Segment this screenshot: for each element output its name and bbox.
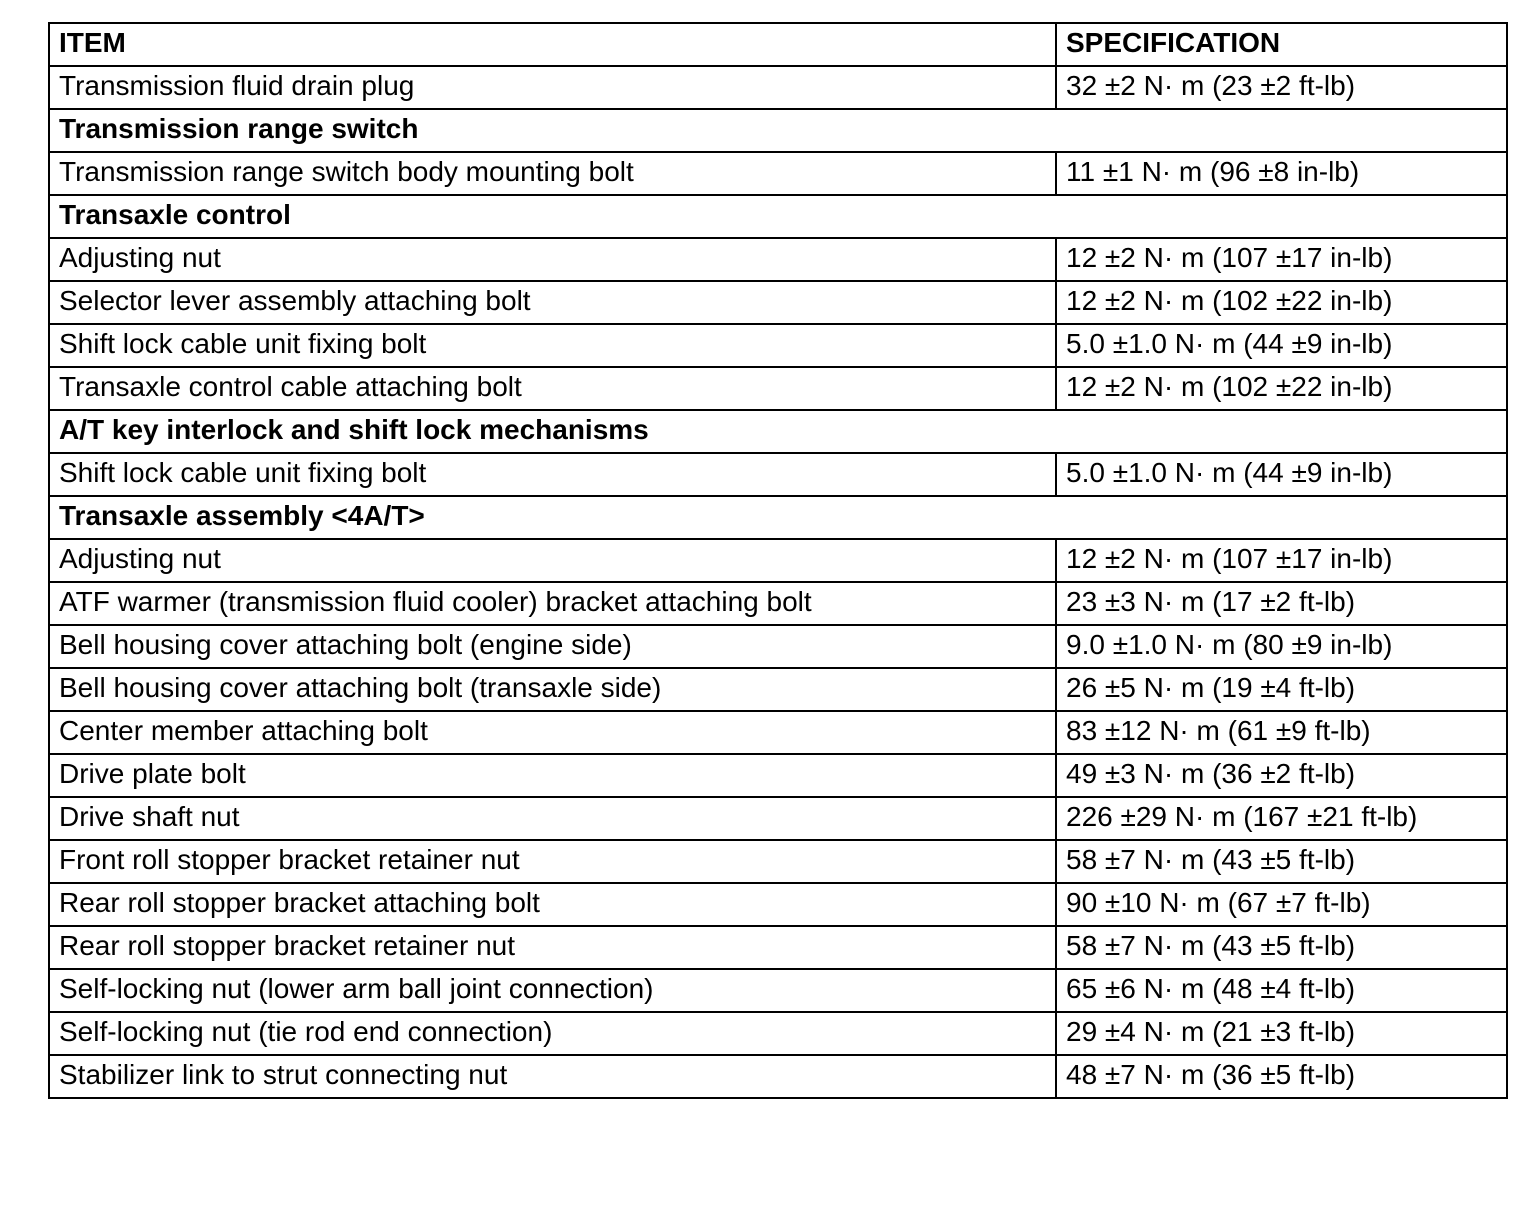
- torque-spec-table: [48, 22, 1508, 1099]
- specification-cell: 83 ±12 N· m (61 ±9 ft-lb): [1056, 711, 1507, 754]
- specification-cell: 11 ±1 N· m (96 ±8 in-lb): [1056, 152, 1507, 195]
- section-title: Transaxle assembly <4A/T>: [49, 496, 1507, 539]
- table-row: [49, 797, 1507, 840]
- specification-cell: 29 ±4 N· m (21 ±3 ft-lb): [1056, 1012, 1507, 1055]
- table-row: [49, 453, 1507, 496]
- item-cell: Self-locking nut (tie rod end connection): [49, 1012, 1056, 1055]
- table-row: [49, 238, 1507, 281]
- item-cell: Transaxle control cable attaching bolt: [49, 367, 1056, 410]
- table-row: [49, 367, 1507, 410]
- section-header-row: [49, 410, 1507, 453]
- table-row: [49, 582, 1507, 625]
- specification-cell: 90 ±10 N· m (67 ±7 ft-lb): [1056, 883, 1507, 926]
- item-cell: Drive shaft nut: [49, 797, 1056, 840]
- specification-cell: 9.0 ±1.0 N· m (80 ±9 in-lb): [1056, 625, 1507, 668]
- section-header-row: [49, 195, 1507, 238]
- table-row: [49, 969, 1507, 1012]
- specification-cell: 12 ±2 N· m (102 ±22 in-lb): [1056, 281, 1507, 324]
- table-row: [49, 66, 1507, 109]
- table-row: [49, 840, 1507, 883]
- table-body: [49, 66, 1507, 1098]
- specification-cell: 32 ±2 N· m (23 ±2 ft-lb): [1056, 66, 1507, 109]
- specification-cell: 26 ±5 N· m (19 ±4 ft-lb): [1056, 668, 1507, 711]
- item-cell: Rear roll stopper bracket attaching bolt: [49, 883, 1056, 926]
- table-row: [49, 539, 1507, 582]
- section-header-row: [49, 109, 1507, 152]
- specification-cell: 65 ±6 N· m (48 ±4 ft-lb): [1056, 969, 1507, 1012]
- section-title: A/T key interlock and shift lock mechanisms: [49, 410, 1507, 453]
- item-cell: ATF warmer (transmission fluid cooler) bracket attaching bolt: [49, 582, 1056, 625]
- specification-cell: 12 ±2 N· m (102 ±22 in-lb): [1056, 367, 1507, 410]
- specification-cell: 12 ±2 N· m (107 ±17 in-lb): [1056, 238, 1507, 281]
- table-row: [49, 324, 1507, 367]
- item-cell: Bell housing cover attaching bolt (transaxle side): [49, 668, 1056, 711]
- column-header-specification: SPECIFICATION: [1056, 23, 1507, 66]
- item-cell: Adjusting nut: [49, 238, 1056, 281]
- table-row: [49, 281, 1507, 324]
- item-cell: Rear roll stopper bracket retainer nut: [49, 926, 1056, 969]
- section-title: Transmission range switch: [49, 109, 1507, 152]
- table-row: [49, 668, 1507, 711]
- table-row: [49, 883, 1507, 926]
- item-cell: Adjusting nut: [49, 539, 1056, 582]
- section-title: Transaxle control: [49, 195, 1507, 238]
- item-cell: Front roll stopper bracket retainer nut: [49, 840, 1056, 883]
- item-cell: Selector lever assembly attaching bolt: [49, 281, 1056, 324]
- table-row: [49, 625, 1507, 668]
- table-row: [49, 1012, 1507, 1055]
- item-cell: Drive plate bolt: [49, 754, 1056, 797]
- table-row: [49, 754, 1507, 797]
- table-row: [49, 152, 1507, 195]
- column-header-item: ITEM: [49, 23, 1056, 66]
- item-cell: Shift lock cable unit fixing bolt: [49, 453, 1056, 496]
- table-row: [49, 711, 1507, 754]
- item-cell: Self-locking nut (lower arm ball joint connection): [49, 969, 1056, 1012]
- table-row: [49, 926, 1507, 969]
- specification-cell: 12 ±2 N· m (107 ±17 in-lb): [1056, 539, 1507, 582]
- specification-cell: 58 ±7 N· m (43 ±5 ft-lb): [1056, 926, 1507, 969]
- item-cell: Stabilizer link to strut connecting nut: [49, 1055, 1056, 1098]
- item-cell: Center member attaching bolt: [49, 711, 1056, 754]
- specification-cell: 49 ±3 N· m (36 ±2 ft-lb): [1056, 754, 1507, 797]
- specification-cell: 23 ±3 N· m (17 ±2 ft-lb): [1056, 582, 1507, 625]
- specification-cell: 5.0 ±1.0 N· m (44 ±9 in-lb): [1056, 453, 1507, 496]
- specification-cell: 5.0 ±1.0 N· m (44 ±9 in-lb): [1056, 324, 1507, 367]
- item-cell: Shift lock cable unit fixing bolt: [49, 324, 1056, 367]
- table-header-row: [49, 23, 1507, 66]
- specification-cell: 48 ±7 N· m (36 ±5 ft-lb): [1056, 1055, 1507, 1098]
- table-row: [49, 1055, 1507, 1098]
- item-cell: Bell housing cover attaching bolt (engine side): [49, 625, 1056, 668]
- section-header-row: [49, 496, 1507, 539]
- item-cell: Transmission fluid drain plug: [49, 66, 1056, 109]
- specification-cell: 58 ±7 N· m (43 ±5 ft-lb): [1056, 840, 1507, 883]
- item-cell: Transmission range switch body mounting bolt: [49, 152, 1056, 195]
- specification-cell: 226 ±29 N· m (167 ±21 ft-lb): [1056, 797, 1507, 840]
